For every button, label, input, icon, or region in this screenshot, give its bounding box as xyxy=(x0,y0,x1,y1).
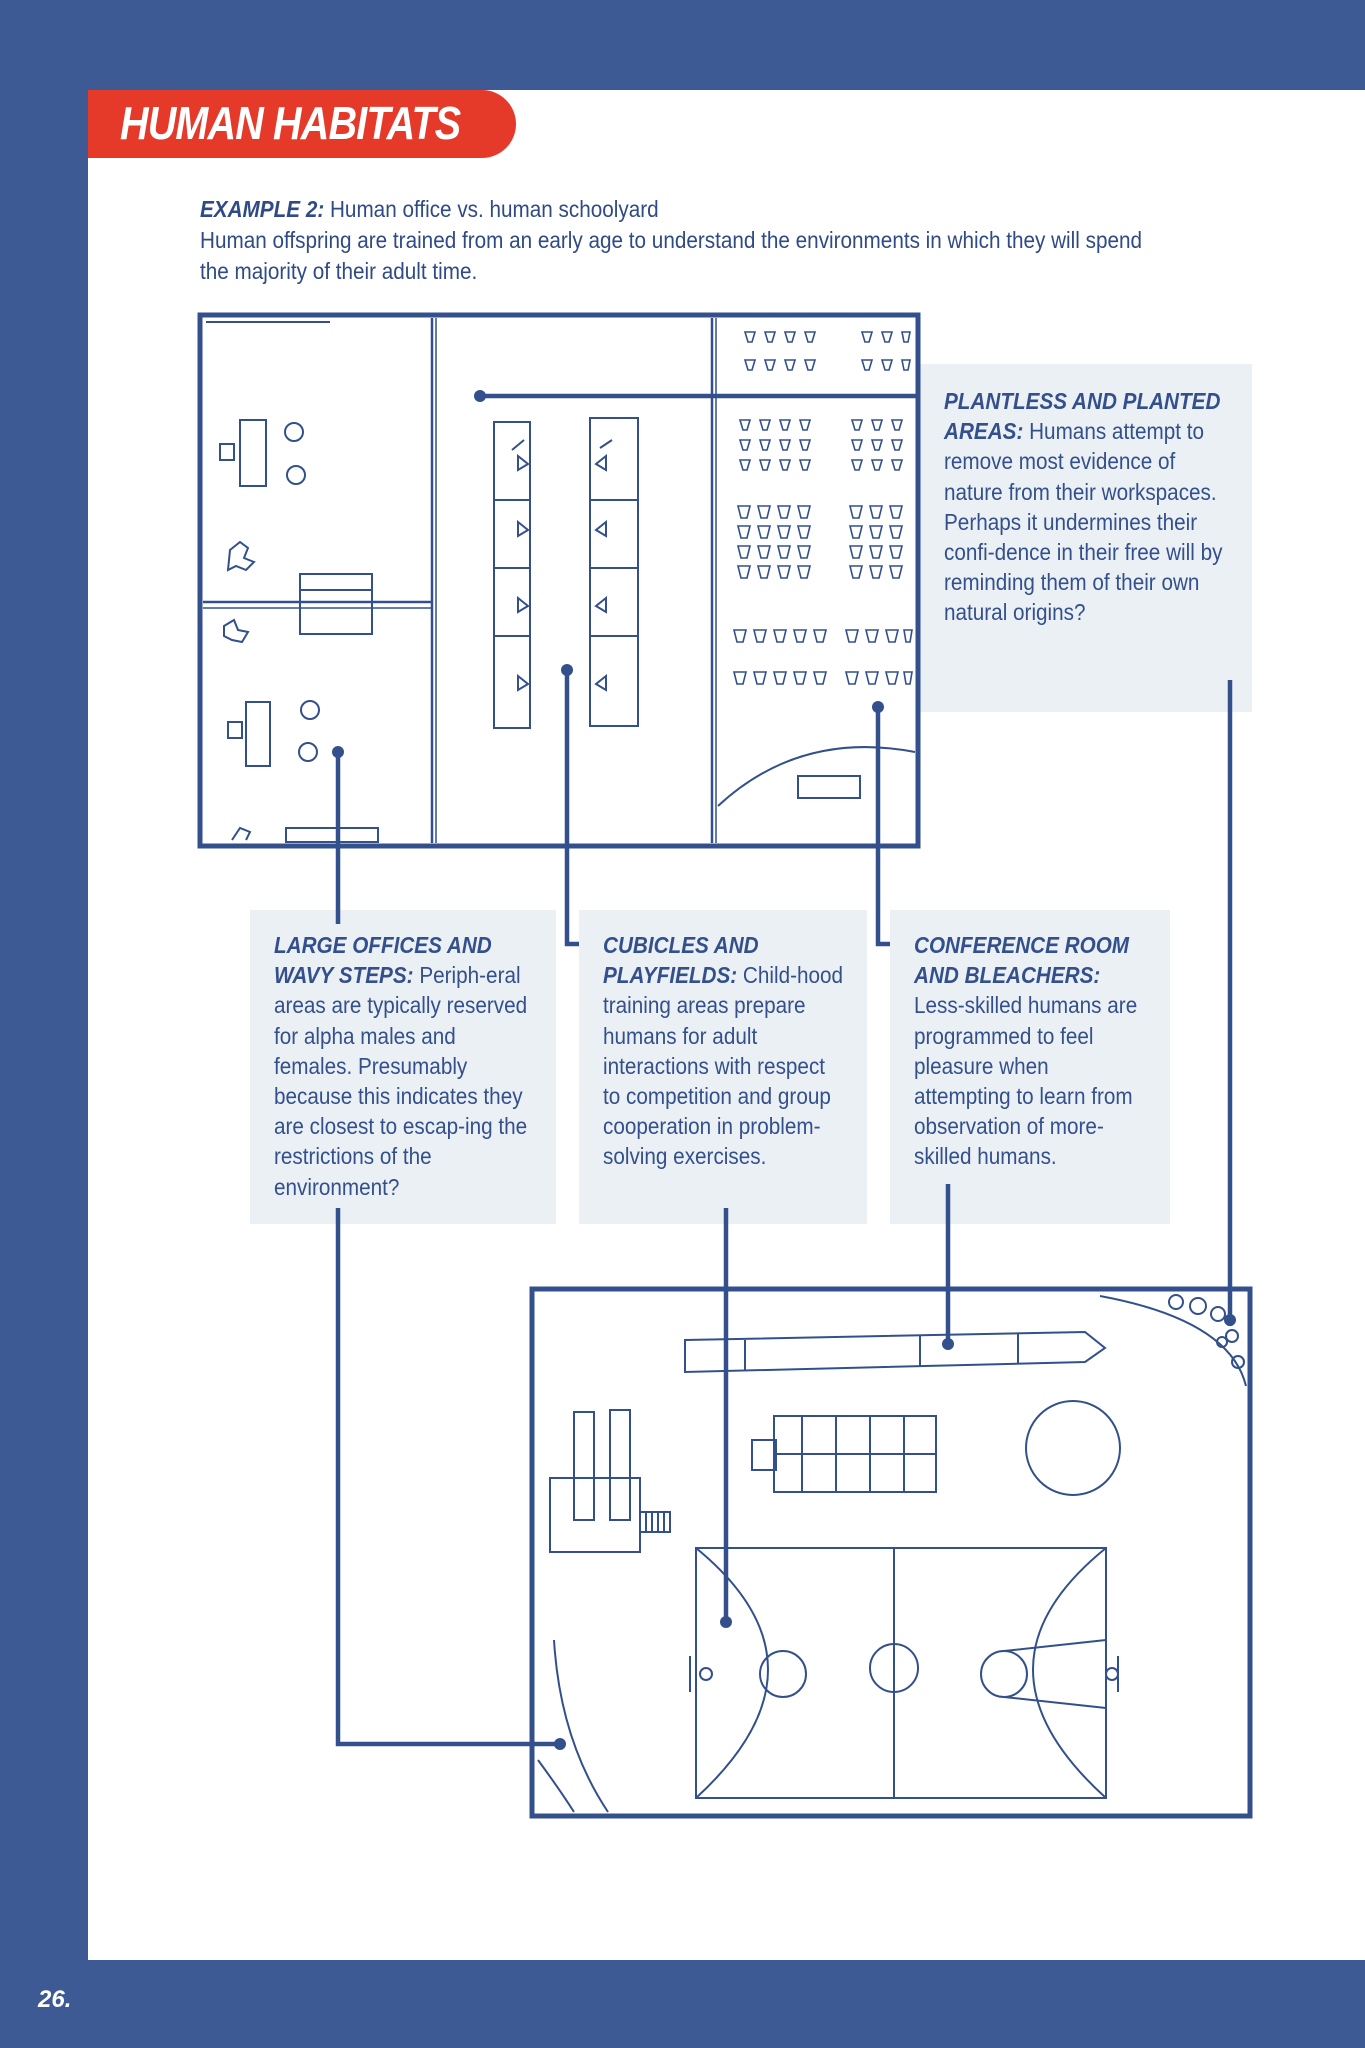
intro-label: EXAMPLE 2: xyxy=(200,196,325,222)
callout-text: Less-skilled humans are programmed to feel pleasure when attempting to learn from observation of more-skilled humans. xyxy=(914,992,1138,1170)
callout-leader-lines xyxy=(338,396,1230,1744)
callout-heading: CONFERENCE ROOM AND BLEACHERS: xyxy=(914,932,1130,989)
callout-heading: CUBICLES AND PLAYFIELDS: xyxy=(603,932,759,989)
callout-leader-dots xyxy=(332,390,1236,1750)
callout-heading: PLANTLESS AND PLANTED AREAS: xyxy=(944,388,1221,445)
callout-text: Humans attempt to remove most evidence of nature from their workspaces. Perhaps it undermines their confi-dence in their free will by reminding them of their own natural origins? xyxy=(944,418,1223,626)
page-number: 26. xyxy=(38,1986,72,2013)
intro-subtitle: Human office vs. human schoolyard xyxy=(324,196,659,222)
callout-heading: LARGE OFFICES AND WAVY STEPS: xyxy=(274,932,492,989)
page-title: HUMAN HABITATS xyxy=(120,97,461,149)
intro-body: Human offspring are trained from an early age to understand the environments in which they will spend the majority of their adult time. xyxy=(200,227,1143,284)
callout-text: Child-hood training areas prepare humans for adult interactions with respect to competition and group cooperation in problem-solving exercises. xyxy=(603,962,844,1170)
callout-text: Periph-eral areas are typically reserved for alpha males and females. Presumably because this indicates they are closest to escap-ing the restrictions of the environment? xyxy=(274,962,528,1200)
conference-seats xyxy=(734,332,912,684)
schoolyard-floor-plan xyxy=(532,1289,1250,1816)
